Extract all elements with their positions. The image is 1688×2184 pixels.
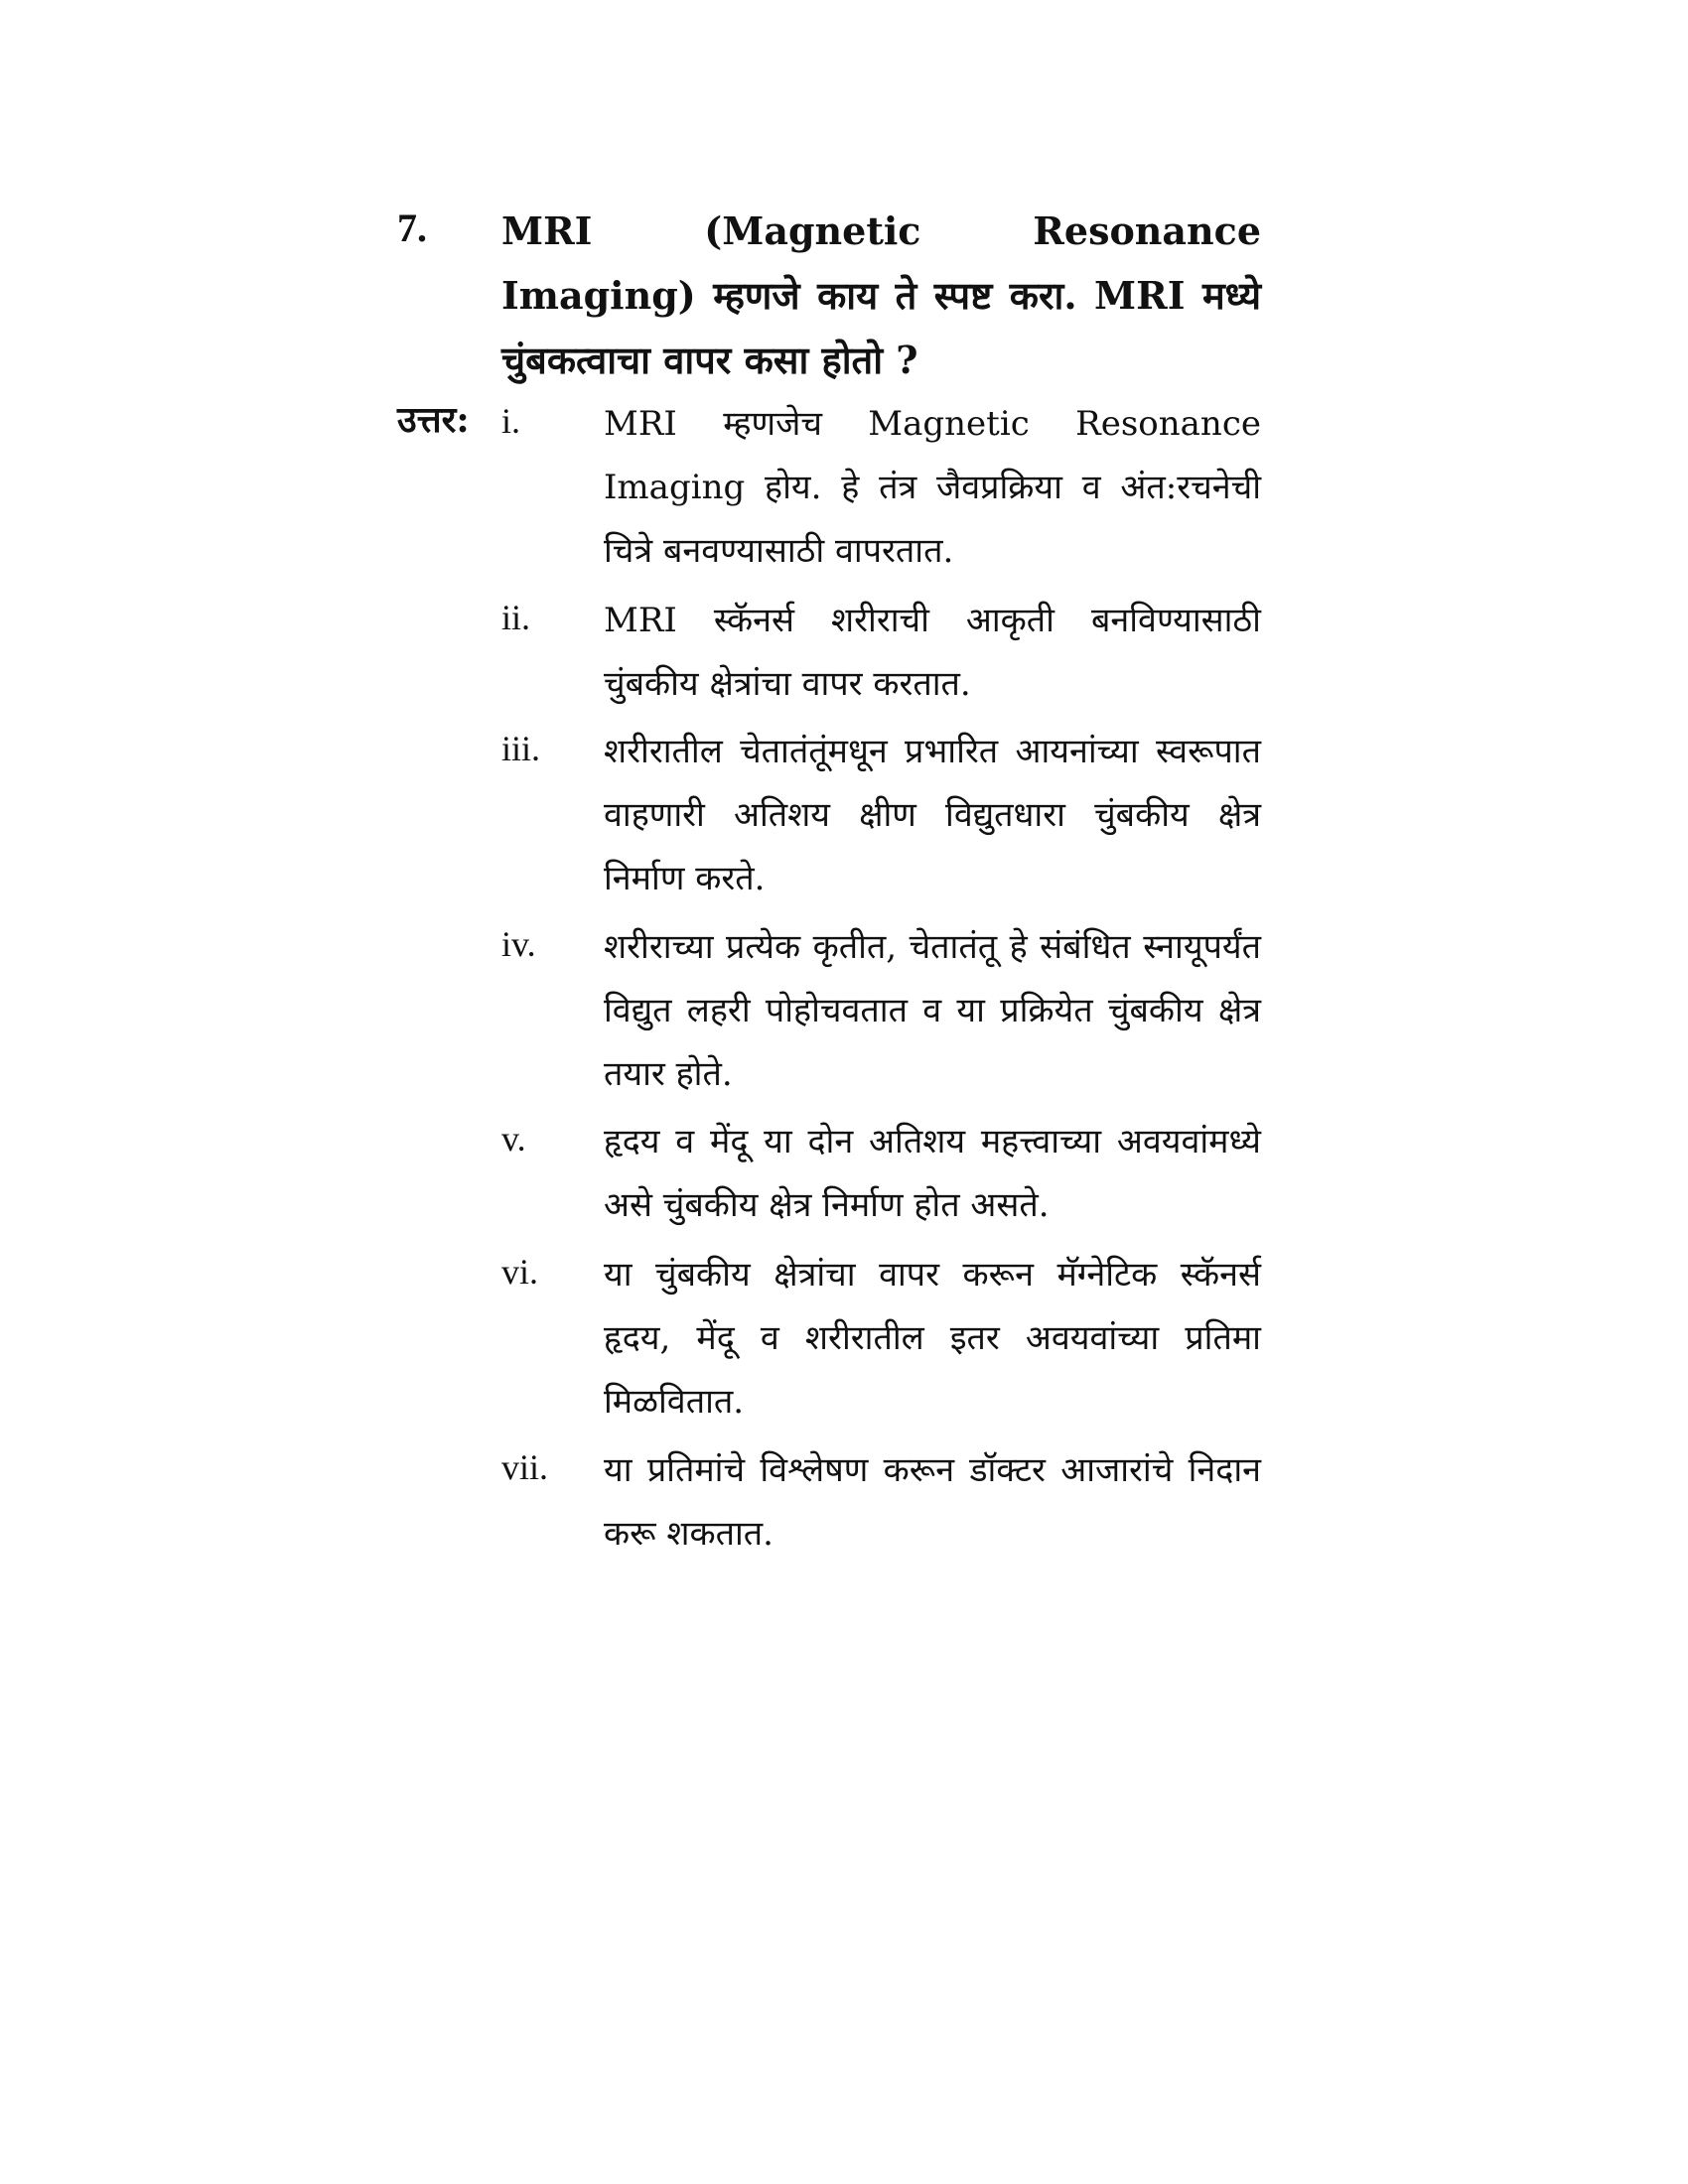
answer-item-text: या प्रतिमांचे विश्लेषण करून डॉक्टर आजारांचे निदान करू शकतात. bbox=[604, 1450, 1261, 1554]
question-number: 7. bbox=[397, 205, 427, 250]
answer-item-text: MRI म्हणजेच Magnetic Resonance Imaging होय. हे तंत्र जैवप्रक्रिया व अंत:रचनेची चित्रे बनवण्यासाठी वापरतात. bbox=[604, 404, 1261, 571]
answer-item-text: हृदय व मेंदू या दोन अतिशय महत्त्वाच्या अवयवांमध्ये असे चुंबकीय क्षेत्र निर्माण होत असते. bbox=[604, 1122, 1261, 1225]
question-text: MRI (Magnetic Resonance Imaging) म्हणजे काय ते स्पष्ट करा. MRI मध्ये चुंबकत्वाचा वापर कसा होतो ? bbox=[501, 208, 1261, 382]
answer-item-text: शरीराच्या प्रत्येक कृतीत, चेतातंतू हे संबंधित स्नायूपर्यंत विद्युत लहरी पोहोचवतात व या प्रक्रियेत चुंबकीय क्षेत्र तयार होते. bbox=[604, 927, 1261, 1094]
answer-item-text: या चुंबकीय क्षेत्रांचा वापर करून मॅग्नेटिक स्कॅनर्स हृदय, मेंदू व शरीरातील इतर अवयवांच्या प्रतिमा मिळवितात. bbox=[604, 1255, 1261, 1422]
answer-item-number: i. bbox=[501, 401, 521, 441]
answer-item-number: iv. bbox=[501, 924, 536, 964]
answer-label: उत्तर: bbox=[397, 399, 470, 441]
answer-item-number: v. bbox=[501, 1119, 526, 1159]
answer-item-text: MRI स्कॅनर्स शरीराची आकृती बनविण्यासाठी चुंबकीय क्षेत्रांचा वापर करतात. bbox=[604, 601, 1261, 704]
answer-item-number: ii. bbox=[501, 598, 531, 637]
answer-item-number: vii. bbox=[501, 1447, 549, 1487]
answer-item-text: शरीरातील चेतातंतूंमधून प्रभारित आयनांच्या स्वरूपात वाहणारी अतिशय क्षीण विद्युतधारा चुंबकीय क्षेत्र निर्माण करते. bbox=[604, 732, 1261, 898]
answer-item-number: vi. bbox=[501, 1252, 539, 1292]
answer-item-number: iii. bbox=[501, 729, 541, 768]
